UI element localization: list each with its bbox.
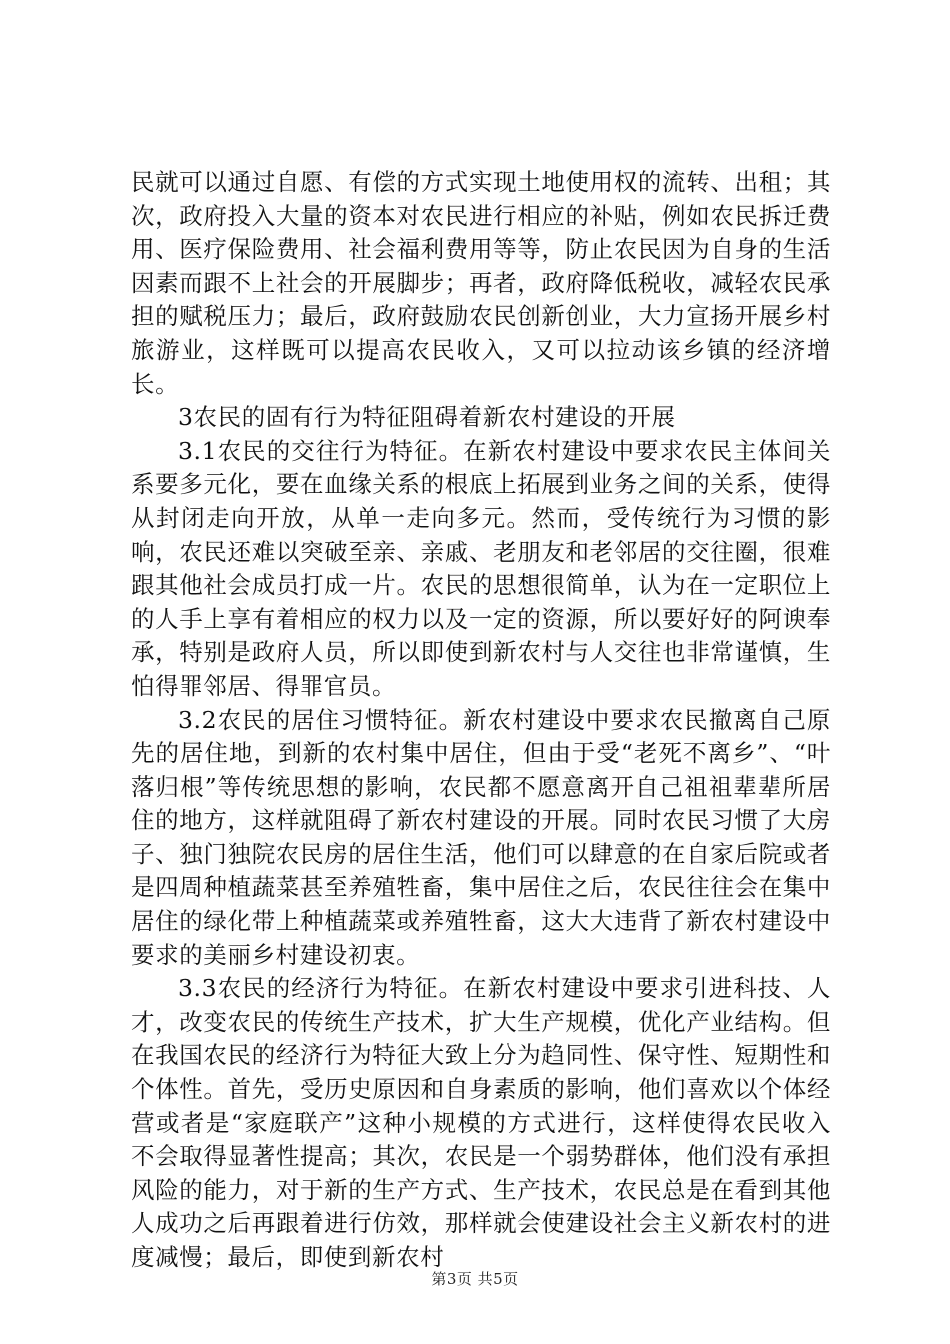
page-footer [0,1268,950,1289]
page-number-label: 第3页 共5页 [431,1270,519,1288]
paragraph-continuation: 民就可以通过自愿、有偿的方式实现土地使用权的流转、出租；其次，政府投入大量的资本对农民进行相应的补贴，例如农民拆迁费用、医疗保险费用、社会福利费用等等，防止农民因为自身的生活因素而跟不上社会的开展脚步；再者，政府降低税收，减轻农民承担的赋税压力；最后，政府鼓励农民创新创业，大力宣扬开展乡村旅游业，这样既可以提高农民收入，又可以拉动该乡镇的经济增长。 [131,168,831,398]
document-body [131,166,831,1275]
section-heading: 3农民的固有行为特征阻碍着新农村建设的开展 [178,403,676,432]
paragraph-3-3: 3.3农民的经济行为特征。在新农村建设中要求引进科技、人才，改变农民的传统生产技术，扩大生产规模，优化产业结构。但在我国农民的经济行为特征大致上分为趋同性、保守性、短期性和个体性。首先，受历史原因和自身素质的影响，他们喜欢以个体经营或者是“家庭联产”这种小规模的方式进行，这样使得农民收入不会取得显著性提高；其次，农民是一个弱势群体，他们没有承担风险的能力，对于新的生产方式、生产技术，农民总是在看到其他人成功之后再跟着进行仿效，那样就会使建设社会主义新农村的进度减慢；最后，即使到新农村 [131,974,831,1271]
paragraph-3-2: 3.2农民的居住习惯特征。新农村建设中要求农民撤离自己原先的居住地，到新的农村集中居住，但由于受“老死不离乡”、“叶落归根”等传统思想的影响，农民都不愿意离开自己祖祖辈辈所居住的地方，这样就阻碍了新农村建设的开展。同时农民习惯了大房子、独门独院农民房的居住生活，他们可以肆意的在自家后院或者是四周种植蔬菜甚至养殖牲畜，集中居住之后，农民往往会在集中居住的绿化带上种植蔬菜或养殖牲畜，这大大违背了新农村建设中要求的美丽乡村建设初衷。 [131,705,831,969]
paragraph-3-1: 3.1农民的交往行为特征。在新农村建设中要求农民主体间关系要多元化，要在血缘关系的根底上拓展到业务之间的关系，使得从封闭走向开放，从单一走向多元。然而，受传统行为习惯的影响，农民还难以突破至亲、亲戚、老朋友和老邻居的交往圈，很难跟其他社会成员打成一片。农民的思想很简单，认为在一定职位上的人手上享有着相应的权力以及一定的资源，所以要好好的阿谀奉承，特别是政府人员，所以即使到新农村与人交往也非常谨慎，生怕得罪邻居、得罪官员。 [131,436,831,700]
